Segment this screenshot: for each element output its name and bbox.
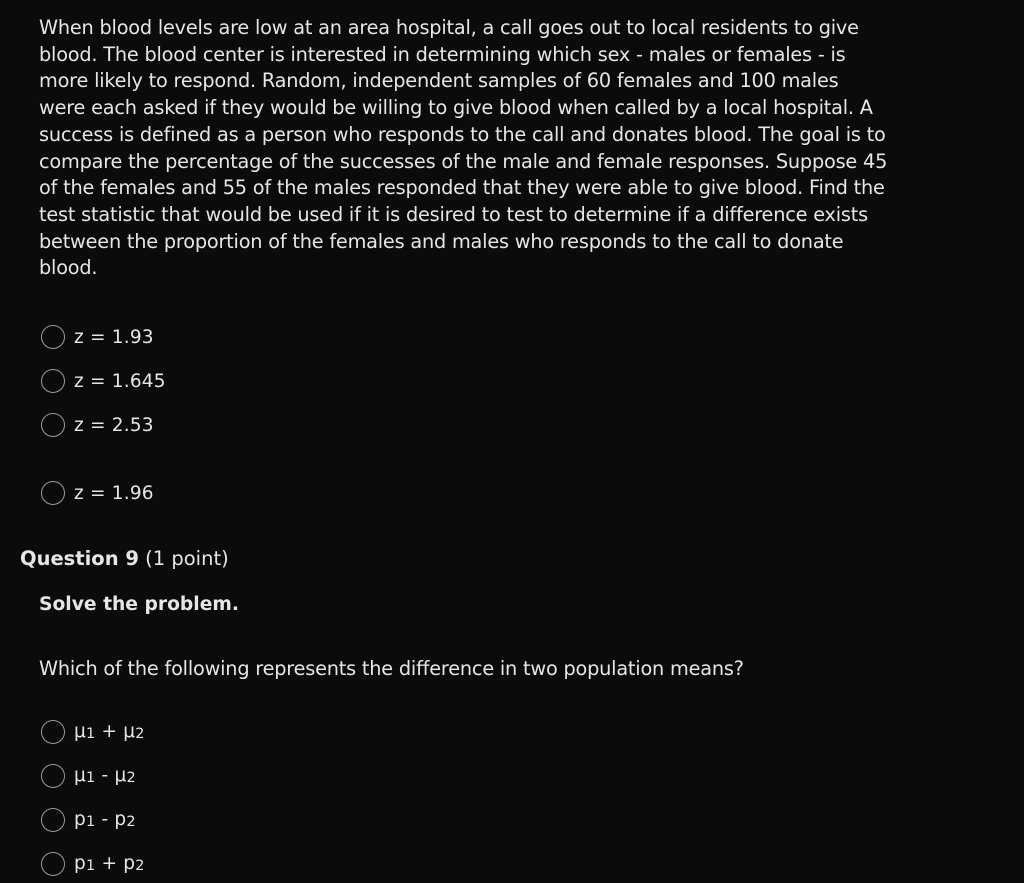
question-number: Question 9 — [20, 547, 139, 570]
q8-option-4[interactable] — [41, 481, 154, 505]
question-prompt: Which of the following represents the difference in two population means? — [39, 657, 744, 680]
question-directive: Solve the problem. — [39, 594, 239, 615]
q8-option-2[interactable] — [41, 369, 166, 393]
radio-button[interactable] — [41, 369, 65, 393]
radio-button[interactable] — [41, 808, 65, 832]
q9-option-4[interactable] — [41, 852, 145, 876]
radio-button[interactable] — [41, 325, 65, 349]
option-label: z = 2.53 — [74, 414, 154, 436]
option-label: $\mu_1 + \mu_2$ — [74, 721, 145, 743]
option-label: $p_1 + p_2$ — [74, 853, 145, 875]
q9-option-1[interactable] — [41, 720, 145, 744]
option-label: z = 1.645 — [74, 370, 166, 392]
option-label: z = 1.93 — [74, 326, 154, 348]
question-points: (1 point) — [145, 547, 229, 570]
radio-button[interactable] — [41, 764, 65, 788]
radio-button[interactable] — [41, 720, 65, 744]
radio-button[interactable] — [41, 852, 65, 876]
option-label: z = 1.96 — [74, 482, 154, 504]
question-9-header — [20, 547, 229, 570]
option-label: $\mu_1 - \mu_2$ — [74, 765, 136, 787]
q9-option-3[interactable] — [41, 808, 136, 832]
radio-button[interactable] — [41, 481, 65, 505]
q8-option-1[interactable] — [41, 325, 154, 349]
question-8-text: When blood levels are low at an area hospital, a call goes out to local residents to give blood. The blood center is interested in determining which sex - males or females - is more likely to respond. Random, independent samples of 60 females and 100 males were each asked if they would be willing to give blood when called by a local hospital. A success is defined as a person who responds to the call and donates blood. The goal is to compare the percentage of the successes of the male and female responses. Suppose 45 of the females and 55 of the males responded that they were able to give blood. Find the test statistic that would be used if it is desired to test to determine if a difference exists between the proportion of the females and males who responds to the call to donate blood. — [39, 16, 888, 280]
q8-option-3[interactable] — [41, 413, 154, 437]
radio-button[interactable] — [41, 413, 65, 437]
q9-option-2[interactable] — [41, 764, 136, 788]
option-label: $p_1 - p_2$ — [74, 809, 136, 831]
